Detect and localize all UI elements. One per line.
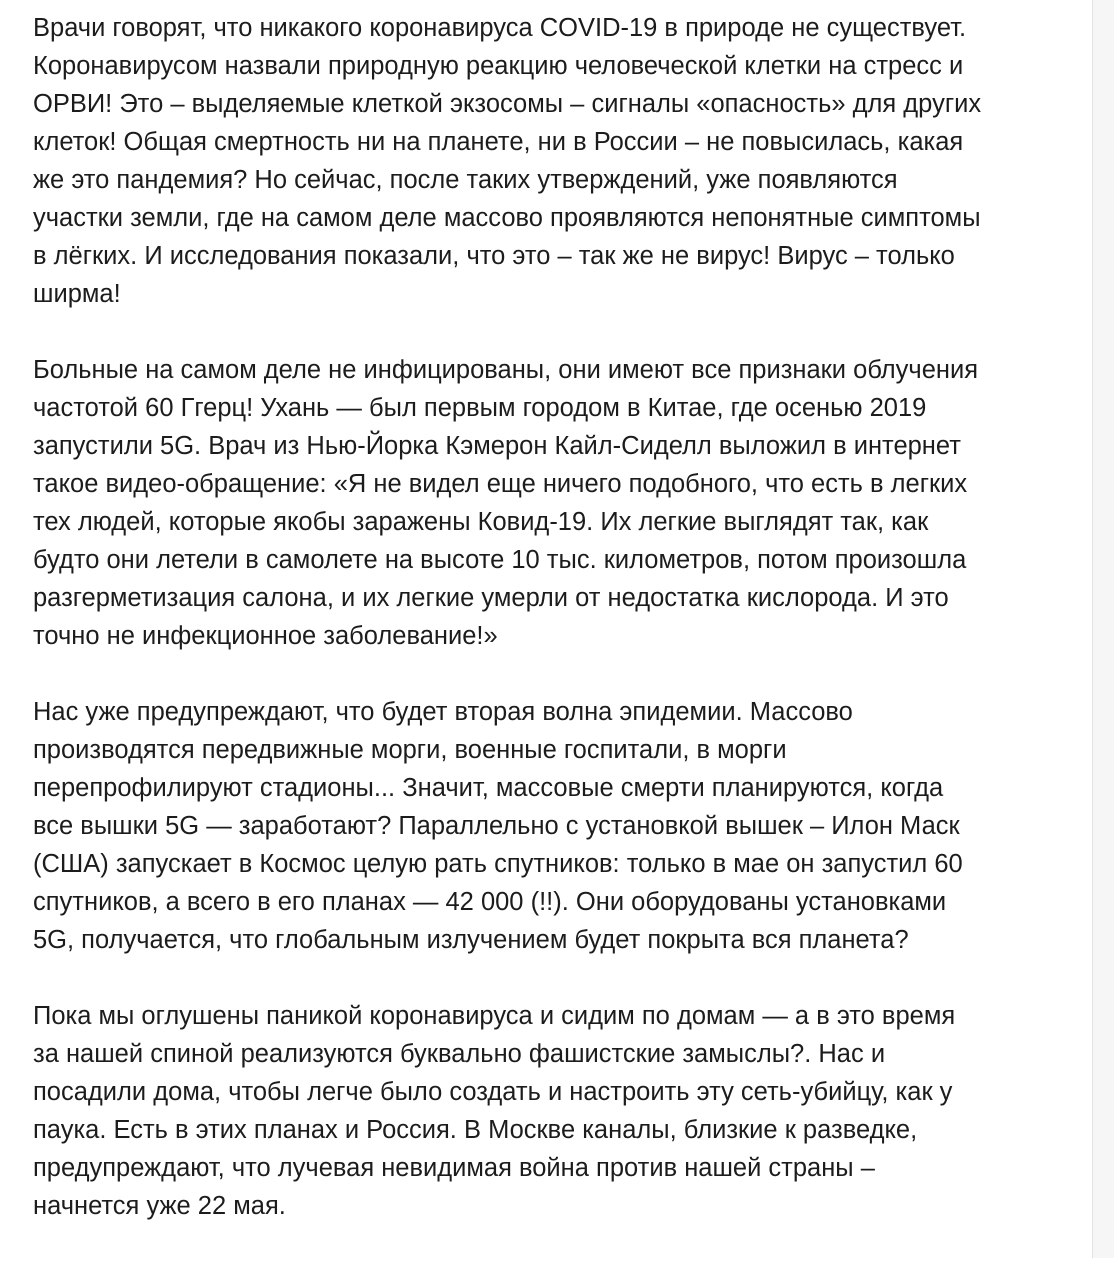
post-text — [33, 9, 1073, 1263]
text-line: 5G, получается, что глобальным излучением будет покрыта вся планета? — [33, 926, 909, 954]
text-line: (США) запускает в Космос целую рать спутников: только в мае он запустил 60 — [33, 850, 963, 878]
text-line: Больные на самом деле не инфицированы, они имеют все признаки облучения — [33, 356, 979, 384]
text-line: все вышки 5G — заработают? Параллельно с установкой вышек – Илон Маск — [33, 812, 960, 840]
text-line: запустили 5G. Врач из Нью-Йорка Кэмерон Кайл-Сиделл выложил в интернет — [33, 432, 961, 460]
text-line: точно не инфекционное заболевание!» — [33, 622, 498, 650]
text-line: паука. Есть в этих планах и Россия. В Москве каналы, близкие к разведке, — [33, 1116, 918, 1144]
scrollbar-track[interactable] — [1092, 0, 1114, 1258]
text-line: спутников, а всего в его планах — 42 000 (!!). Они оборудованы установками — [33, 888, 947, 916]
text-line: производятся передвижные морги, военные госпитали, в морги — [33, 736, 787, 764]
paragraph-4 — [33, 997, 1073, 1225]
text-line: Врачи говорят, что никакого коронавируса COVID-19 в природе не существует. — [33, 14, 967, 42]
text-line: такое видео-обращение: «Я не видел еще ничего подобного, что есть в легких — [33, 470, 968, 498]
text-line: ширма! — [33, 280, 121, 308]
text-line: в лёгких. И исследования показали, что это – так же не вирус! Вирус – только — [33, 242, 955, 270]
text-line: тех людей, которые якобы заражены Ковид-19. Их легкие выглядят так, как — [33, 508, 929, 536]
text-line: ОРВИ! Это – выделяемые клеткой экзосомы – сигналы «опасность» для других — [33, 90, 982, 118]
text-line: участки земли, где на самом деле массово проявляются непонятные симптомы — [33, 204, 981, 232]
text-line: же это пандемия? Но сейчас, после таких утверждений, уже появляются — [33, 166, 898, 194]
text-line: посадили дома, чтобы легче было создать и настроить эту сеть-убийцу, как у — [33, 1078, 953, 1106]
text-line: Нас уже предупреждают, что будет вторая волна эпидемии. Массово — [33, 698, 853, 726]
text-line: начнется уже 22 мая. — [33, 1192, 286, 1220]
paragraph-2 — [33, 351, 1073, 655]
text-line: за нашей спиной реализуются буквально фашистские замыслы?. Нас и — [33, 1040, 886, 1068]
text-line: разгерметизация салона, и их легкие умерли от недостатка кислорода. И это — [33, 584, 949, 612]
text-line: будто они летели в самолете на высоте 10 тыс. километров, потом произошла — [33, 546, 967, 574]
text-line: Пока мы оглушены паникой коронавируса и сидим по домам — а в это время — [33, 1002, 956, 1030]
text-line: клеток! Общая смертность ни на планете, ни в России – не повысилась, какая — [33, 128, 964, 156]
text-line: предупреждают, что лучевая невидимая война против нашей страны – — [33, 1154, 875, 1182]
text-line: перепрофилируют стадионы... Значит, массовые смерти планируются, когда — [33, 774, 944, 802]
paragraph-1 — [33, 9, 1073, 313]
text-line: Коронавирусом назвали природную реакцию человеческой клетки на стресс и — [33, 52, 964, 80]
text-line: частотой 60 Ггерц! Ухань — был первым городом в Китае, где осенью 2019 — [33, 394, 927, 422]
paragraph-3 — [33, 693, 1073, 959]
